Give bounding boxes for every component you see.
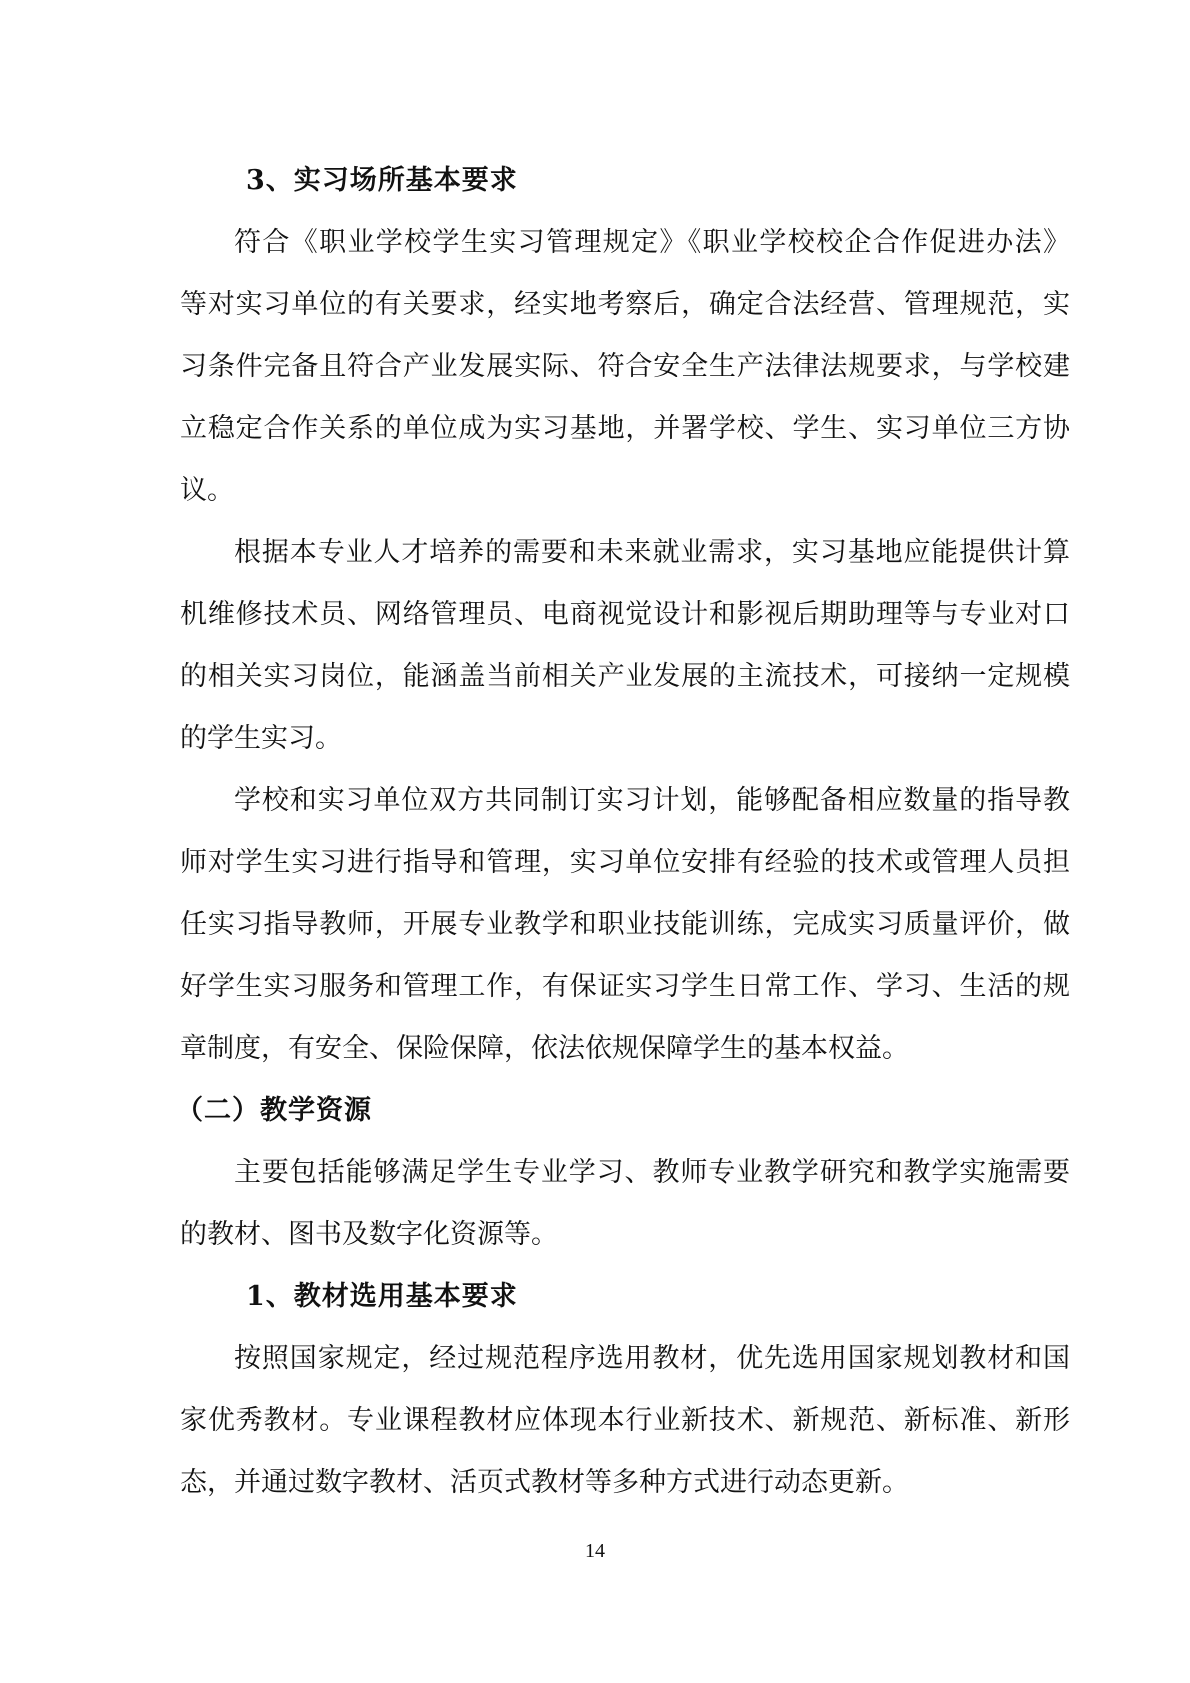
text-line: 师对学生实习进行指导和管理，实习单位安排有经验的技术或管理人员担 [180, 847, 1070, 878]
text-line: 章制度，有安全、保险保障，依法依规保障学生的基本权益。 [180, 1033, 909, 1064]
text-line: 根据本专业人才培养的需要和未来就业需求，实习基地应能提供计算 [234, 537, 1070, 568]
text-line: 学校和实习单位双方共同制订实习计划，能够配备相应数量的指导教 [234, 785, 1070, 816]
text-line: 议。 [180, 475, 234, 506]
heading-teaching-resources: （二）教学资源 [176, 1095, 372, 1126]
text-line: 家优秀教材。专业课程教材应体现本行业新技术、新规范、新标准、新形 [180, 1405, 1070, 1436]
page-content [176, 150, 1070, 1514]
text-line: 习条件完备且符合产业发展实际、符合安全生产法律法规要求，与学校建 [180, 351, 1070, 382]
heading-internship-site-requirements: 3、实习场所基本要求 [246, 165, 518, 196]
text-line: 机维修技术员、网络管理员、电商视觉设计和影视后期助理等与专业对口 [180, 599, 1070, 630]
paragraph-resources-overview [180, 1142, 1070, 1266]
text-line: 好学生实习服务和管理工作，有保证实习学生日常工作、学习、生活的规 [180, 971, 1070, 1002]
text-line: 的学生实习。 [180, 723, 342, 754]
text-line: 的相关实习岗位，能涵盖当前相关产业发展的主流技术，可接纳一定规模 [180, 661, 1070, 692]
text-line: 主要包括能够满足学生专业学习、教师专业教学研究和教学实施需要 [234, 1157, 1070, 1188]
text-line: 符合《职业学校学生实习管理规定》《职业学校校企合作促进办法》 [234, 227, 1070, 258]
paragraph-textbook-selection [180, 1328, 1070, 1514]
page-number: 14 [585, 1540, 605, 1562]
text-line: 等对实习单位的有关要求，经实地考察后，确定合法经营、管理规范，实 [180, 289, 1070, 320]
heading-textbook-selection: 1、教材选用基本要求 [246, 1281, 518, 1312]
text-line: 的教材、图书及数字化资源等。 [180, 1219, 558, 1250]
text-line: 立稳定合作关系的单位成为实习基地，并署学校、学生、实习单位三方协 [180, 413, 1070, 444]
text-line: 按照国家规定，经过规范程序选用教材，优先选用国家规划教材和国 [234, 1343, 1070, 1374]
paragraph-site-standards [180, 212, 1070, 522]
text-line: 态，并通过数字教材、活页式教材等多种方式进行动态更新。 [180, 1467, 909, 1498]
paragraph-internship-management [180, 770, 1070, 1080]
text-line: 任实习指导教师，开展专业教学和职业技能训练，完成实习质量评价，做 [180, 909, 1070, 940]
paragraph-internship-positions [180, 522, 1070, 770]
